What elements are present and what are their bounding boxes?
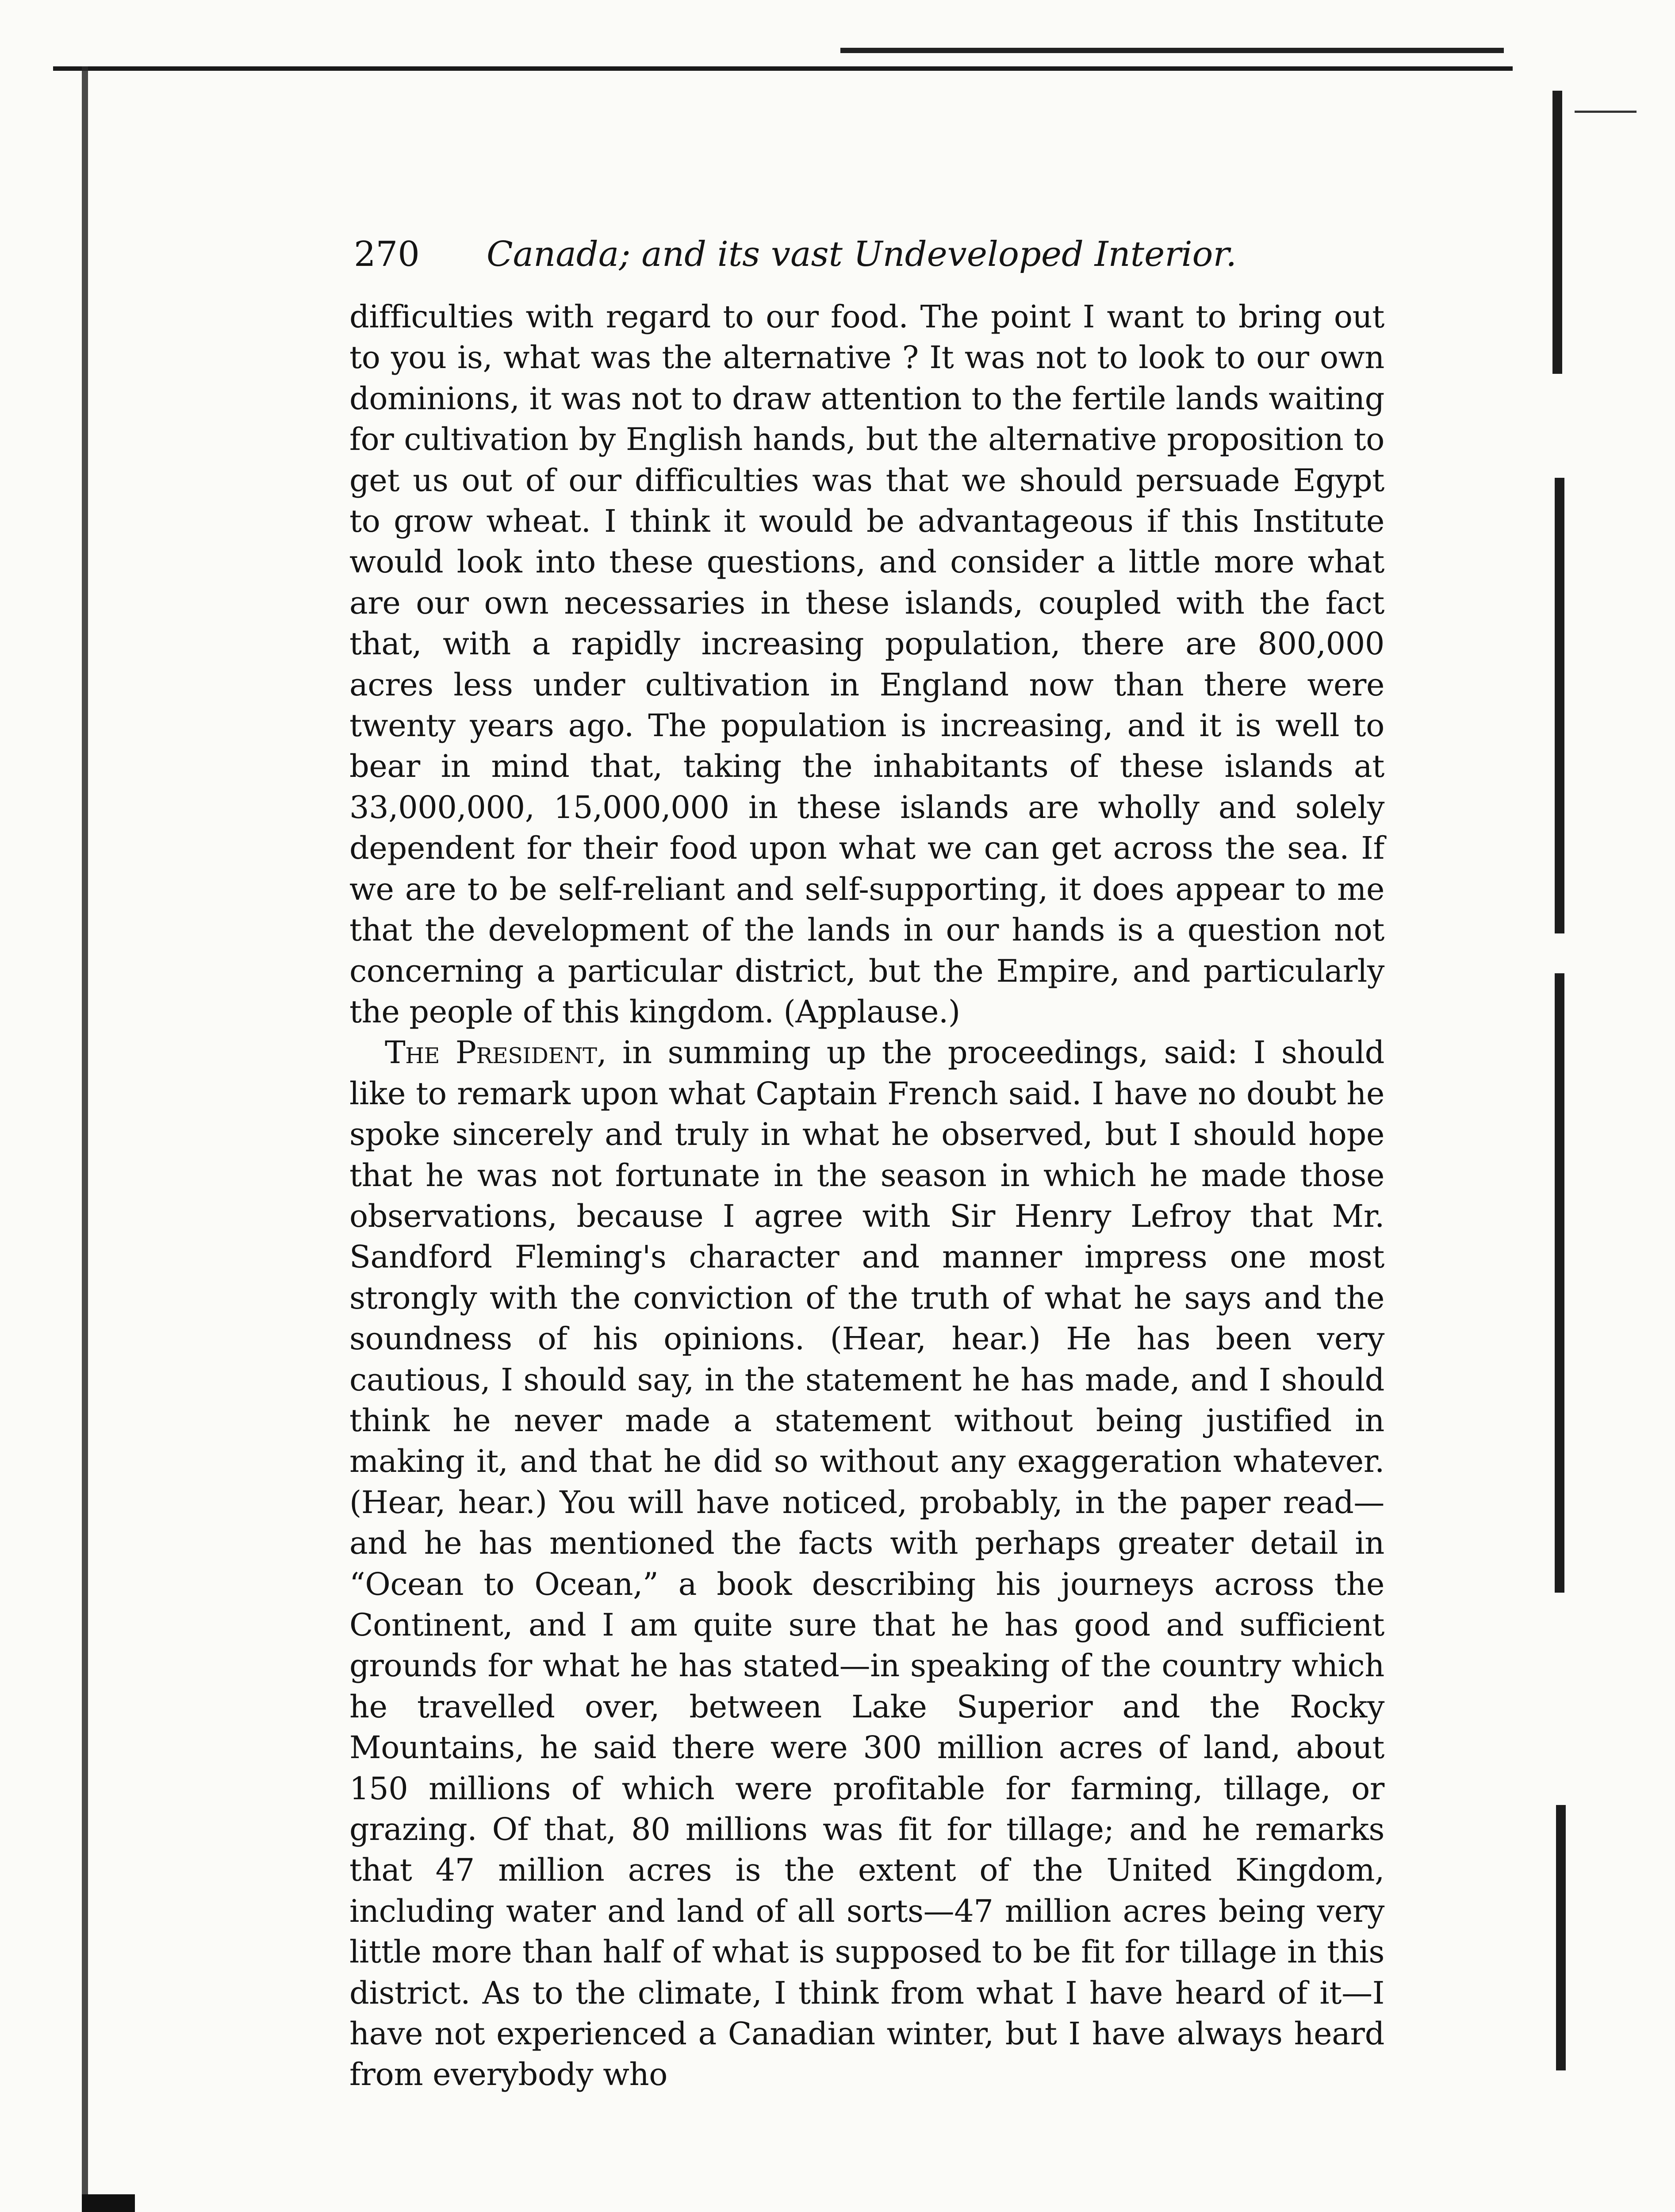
scan-artifact-right-edge-1 — [1552, 91, 1562, 374]
scan-artifact-right-edge-2 — [1555, 478, 1564, 933]
scan-artifact-top-thin-rule — [849, 48, 1504, 53]
scan-artifact-right-tick — [1575, 111, 1637, 113]
scan-artifact-right-edge-3 — [1555, 973, 1564, 1593]
page-number: 270 — [354, 234, 420, 274]
scan-artifact-left-base — [82, 2194, 135, 2212]
speaker-name: The President — [385, 1034, 597, 1071]
scan-artifact-right-edge-4 — [1556, 1805, 1566, 2070]
running-head — [354, 230, 1433, 279]
paragraph-2-text: , in summing up the proceedings, said: I should like to remark upon what Captain French said. I have no doubt he spoke sincerely and truly in what he observed, but I should hope that he was not fortunate in the season in which he made those observations, because I agree with Sir Henry Lefroy that Mr. Sandford Fleming's character and manner impress one most strongly with the conviction of the truth of what he says and the soundness of his opinions. (Hear, hear.) He has been very cautious, I should say, in the statement he has made, and I should think he never made a statement without being justified in making it, and that he did so without any exaggeration whatever. (Hear, hear.) You will have noticed, probably, in the paper read—and he has mentioned the facts with perhaps greater detail in “Ocean to Ocean,” a book describing his journeys across the Continent, and I am quite sure that he has good and sufficient grounds for what he has stated—in speaking of the country which he travelled over, between Lake Superior and the Rocky Mountains, he said there were 300 million acres of land, about 150 millions of which were profitable for farming, tillage, or grazing. Of that, 80 millions was fit for tillage; and he remarks that 47 million acres is the extent of the United Kingdom, including water and land of all sorts—47 million acres being very little more than half of what is supposed to be fit for tillage in this district. As to the climate, I think from what I have heard of it—I have not experienced a Canadian winter, but I have always heard from everybody who — [349, 1034, 1384, 2093]
running-title: Canada; and its vast Undeveloped Interior. — [487, 234, 1237, 274]
paragraph-2 — [349, 1032, 1384, 2095]
scan-artifact-top-rule — [53, 66, 1513, 71]
body-text — [349, 296, 1384, 2132]
paragraph-1: difficulties with regard to our food. The point I want to bring out to you is, what was the alternative ? It was not to look to our own dominions, it was not to draw attention to the fertile lands waiting for cultivation by English hands, but the alternative proposition to get us out of our difficulties was that we should persuade Egypt to grow wheat. I think it would be advantageous if this Institute would look into these questions, and consider a little more what are our own necessaries in these islands, coupled with the fact that, with a rapidly increasing population, there are 800,000 acres less under cultivation in England now than there were twenty years ago. The population is increasing, and it is well to bear in mind that, taking the inhabitants of these islands at 33,000,000, 15,000,000 in these islands are wholly and solely dependent for their food upon what we can get across the sea. If we are to be self-reliant and self-supporting, it does appear to me that the development of the lands in our hands is a question not concerning a particular district, but the Empire, and particularly the people of this kingdom. (Applause.) — [349, 299, 1384, 1030]
scan-artifact-left-edge — [82, 66, 88, 2212]
